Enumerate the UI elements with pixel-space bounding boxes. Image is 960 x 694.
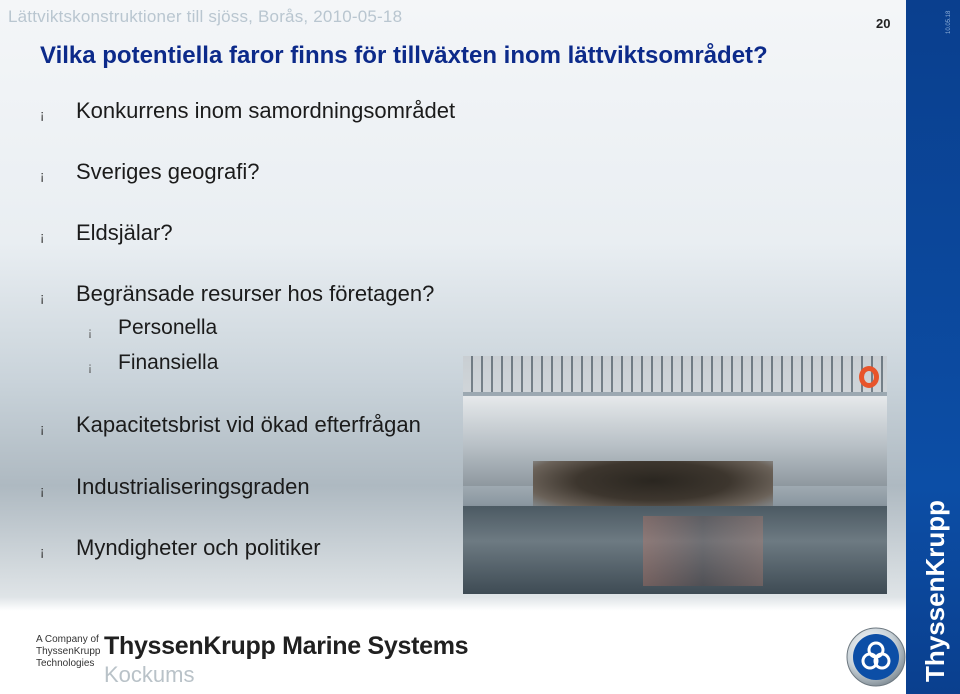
company-note [36, 634, 106, 670]
lifebuoy-icon [859, 366, 879, 388]
brand-sub-name: Kockums [104, 662, 195, 687]
bullet-mark: ¡ [40, 168, 45, 183]
ship-deck-railing [463, 356, 887, 392]
sub-bullet-text: Personella [118, 316, 218, 339]
sidebar-brand: ThyssenKrupp [920, 499, 950, 682]
company-note-line: A Company of [36, 634, 99, 645]
brand-sidebar [906, 0, 960, 694]
bullet-mark: ¡ [40, 107, 45, 122]
sub-bullet-mark: ¡ [88, 360, 92, 374]
sub-bullet-mark: ¡ [88, 325, 92, 339]
bullet-mark: ¡ [40, 229, 45, 244]
footer [0, 614, 906, 694]
thyssenkrupp-seal-icon [845, 626, 906, 688]
bullet-text: Konkurrens inom samordningsområdet [76, 98, 456, 123]
bullet-text: Myndigheter och politiker [76, 535, 321, 560]
bullet-text: Kapacitetsbrist vid ökad efterfrågan [76, 412, 421, 437]
company-note-line: Technologies [36, 658, 95, 669]
water-reflection [643, 516, 763, 586]
bullet-mark: ¡ [40, 290, 45, 305]
header-line: Lättviktskonstruktioner till sjöss, Borås, 2010-05-18 [8, 7, 403, 26]
bullet-text: Begränsade resurser hos företagen? [76, 281, 435, 306]
bullet-text: Eldsjälar? [76, 220, 173, 245]
bullet-mark: ¡ [40, 421, 45, 436]
page-number: 20 [876, 16, 891, 31]
damaged-ship-photo [463, 356, 887, 594]
bullet-mark: ¡ [40, 483, 45, 498]
sub-bullet-text: Finansiella [118, 351, 219, 374]
company-note-line: ThyssenKrupp [36, 646, 101, 657]
slide-title: Vilka potentiella faror finns för tillväxten inom lättviktsområdet? [40, 42, 768, 69]
hull-damage [533, 461, 773, 511]
bullet-text: Sveriges geografi? [76, 159, 260, 184]
sidebar-code: 10.05.18 [946, 10, 952, 34]
bullet-text: Industrialiseringsgraden [76, 474, 310, 499]
bullet-mark: ¡ [40, 544, 45, 559]
brand-name: ThyssenKrupp Marine Systems [104, 632, 469, 660]
